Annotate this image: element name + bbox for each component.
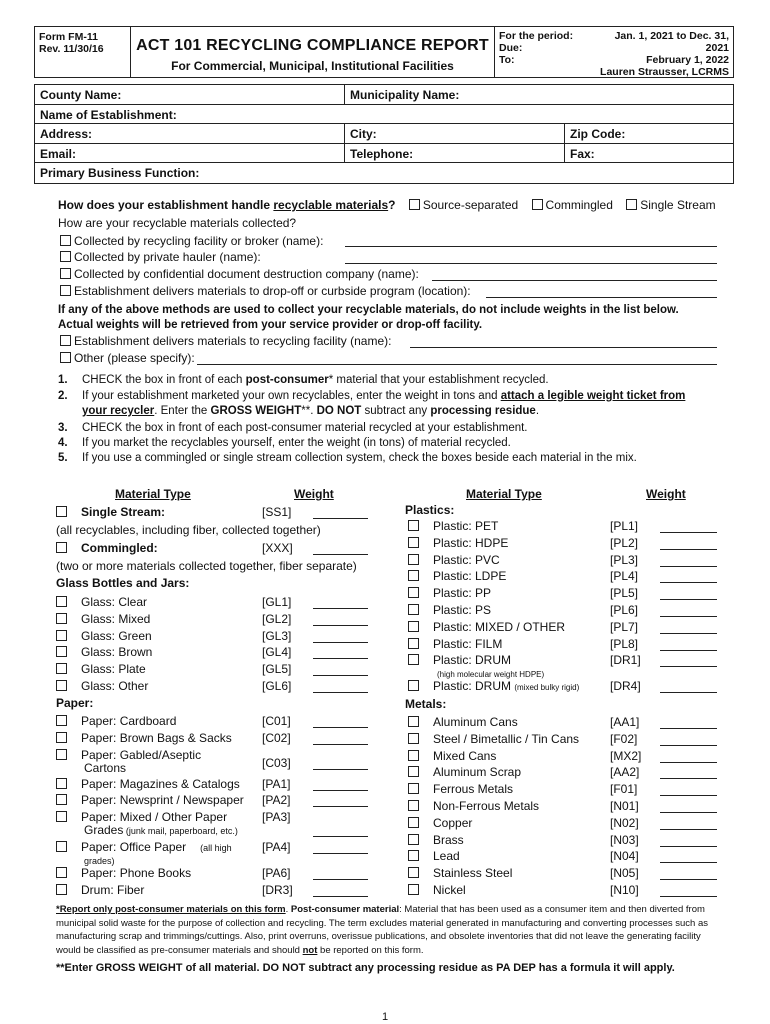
paper-8-weight[interactable]: [313, 896, 368, 897]
paper-8-row: [56, 883, 144, 897]
paper-2-row: [56, 748, 201, 762]
single-stream-row: Single Stream:: [56, 505, 165, 519]
dropoff-checkbox[interactable]: [60, 285, 71, 296]
plastics-4-code: [PL5]: [610, 586, 639, 601]
paper-5-label: Paper: Mixed / Other Paper: [81, 810, 228, 824]
period-label: For the period:: [499, 30, 574, 42]
glass-3-checkbox[interactable]: [56, 646, 67, 657]
paper-3-code: [PA1]: [262, 777, 291, 791]
glass-0-row: [56, 595, 147, 609]
paper-4-code: [PA2]: [262, 793, 291, 807]
metals-3-label: Aluminum Scrap: [433, 765, 522, 780]
glass-2-checkbox[interactable]: [56, 630, 67, 641]
commingled-code: [XXX]: [262, 541, 293, 555]
plastics-1-code: [PL2]: [610, 535, 639, 550]
fax-field[interactable]: Fax:: [570, 146, 595, 161]
metals-10-label: Nickel: [433, 883, 466, 897]
due-label: Due:: [499, 42, 523, 54]
commingled-material-checkbox[interactable]: [56, 542, 67, 553]
broker-name-line[interactable]: [345, 246, 717, 247]
metals-8-checkbox[interactable]: [408, 850, 419, 861]
glass-4-code: [GL5]: [262, 662, 292, 677]
paper-3-weight[interactable]: [313, 790, 368, 791]
paper-6-checkbox[interactable]: [56, 841, 67, 852]
report-title: ACT 101 RECYCLING COMPLIANCE REPORT: [136, 37, 489, 54]
glass-3-row: [56, 645, 152, 659]
collect-option-dropoff: Establishment delivers materials to drop-off or curbside program (location):: [60, 284, 471, 298]
facility-name-line[interactable]: [410, 347, 717, 348]
instruction-5: 5. If you use a commingled or single stream collection system, check the boxes beside each material in the mix.: [58, 452, 637, 464]
plastics-7-checkbox[interactable]: [408, 638, 419, 649]
metals-1-row: [408, 732, 579, 746]
paper-2-checkbox[interactable]: [56, 749, 67, 760]
plastics-5-label: Plastic: PS: [433, 603, 492, 617]
metals-8-weight[interactable]: [660, 862, 717, 863]
metals-5-row: [408, 799, 539, 813]
glass-5-weight[interactable]: [313, 692, 368, 693]
single-stream-note: (all recyclables, including fiber, collected together): [56, 523, 321, 537]
metals-1-label: Steel / Bimetallic / Tin Cans: [433, 731, 580, 746]
metals-5-code: [N01]: [610, 799, 639, 813]
paper-1-checkbox[interactable]: [56, 732, 67, 743]
metals-4-code: [F01]: [610, 782, 638, 797]
metals-0-code: [AA1]: [610, 715, 640, 729]
metals-10-code: [N10]: [610, 883, 639, 897]
gross-weight-footnote: **Enter GROSS WEIGHT of all material. DO NOT subtract any processing residue as PA DEP has a formula it will apply.: [56, 962, 675, 974]
plastic-drum-mixed-code: [DR4]: [610, 679, 641, 693]
plastics-8-label: Plastic: DRUM: [433, 653, 512, 668]
metals-6-weight[interactable]: [660, 829, 717, 830]
right-weight-header: Weight: [646, 487, 686, 501]
plastics-3-label: Plastic: LDPE: [433, 569, 507, 584]
metals-6-checkbox[interactable]: [408, 817, 419, 828]
paper-0-label: Paper: Cardboard: [81, 714, 177, 728]
glass-3-label: Glass: Brown: [81, 645, 153, 660]
metals-7-row: [408, 833, 464, 847]
plastics-7-code: [PL8]: [610, 636, 639, 651]
single-stream-checkbox[interactable]: [626, 199, 637, 210]
zip-field[interactable]: Zip Code:: [570, 127, 626, 141]
due-value: February 1, 2022: [646, 54, 729, 66]
paper-3-row: [56, 777, 240, 791]
metals-7-checkbox[interactable]: [408, 834, 419, 845]
paper-0-row: [56, 714, 176, 728]
glass-2-row: [56, 629, 152, 643]
glass-heading: Glass Bottles and Jars:: [56, 576, 190, 590]
destruction-checkbox[interactable]: [60, 268, 71, 279]
plastics-0-checkbox[interactable]: [408, 520, 419, 531]
post-consumer-footnote: *Report only post-consumer materials on this form. Post-consumer material: Material that has been used as a consumer item and then diverted from municipal solid waste for the purpose of collection and recycling. The term excludes material generated in manufacturing and converting processes such as manufacturing scrap and trimmings/cuttings. Also, print overruns, overissue publications, and obsolete inventories that did not leave the generating facility would be classified as pre-consumer materials and should not be reported on this form.: [56, 904, 708, 956]
plastics-3-row: [408, 569, 506, 583]
telephone-field[interactable]: Telephone:: [345, 144, 565, 163]
paper-8-code: [DR3]: [262, 883, 293, 897]
hauler-name-line[interactable]: [345, 263, 717, 264]
other-specify-line[interactable]: [197, 364, 717, 365]
paper-2-code: [C03]: [262, 756, 291, 770]
metals-4-row: [408, 782, 513, 796]
metals-5-label: Non-Ferrous Metals: [433, 799, 540, 813]
title-block: [131, 27, 495, 77]
metals-1-code: [F02]: [610, 731, 638, 746]
glass-3-weight[interactable]: [313, 658, 368, 659]
paper-2-weight[interactable]: [313, 769, 368, 770]
metals-4-label: Ferrous Metals: [433, 782, 514, 797]
metals-8-code: [N04]: [610, 849, 639, 864]
collect-option-other: Other (please specify):: [60, 351, 195, 365]
paper-1-row: [56, 731, 232, 745]
dropoff-location-line[interactable]: [486, 297, 717, 298]
metals-9-weight[interactable]: [660, 879, 717, 880]
glass-1-weight[interactable]: [313, 625, 368, 626]
plastics-8-code: [DR1]: [610, 653, 641, 668]
plastics-2-code: [PL3]: [610, 552, 639, 567]
plastic-drum-mixed-checkbox[interactable]: [408, 680, 419, 691]
paper-6-label: Paper: Office Paper: [81, 840, 187, 854]
paper-1-weight[interactable]: [313, 744, 368, 745]
metals-3-code: [AA2]: [610, 765, 640, 780]
plastics-0-label: Plastic: PET: [433, 519, 499, 533]
plastics-1-label: Plastic: HDPE: [433, 535, 509, 550]
glass-5-code: [GL6]: [262, 679, 292, 693]
plastics-7-row: [408, 637, 502, 651]
metals-9-checkbox[interactable]: [408, 867, 419, 878]
plastics-4-row: [408, 586, 491, 600]
paper-6-weight[interactable]: [313, 853, 368, 854]
collect-option-facility: Establishment delivers materials to recycling facility (name):: [60, 334, 391, 348]
business-function-field[interactable]: Primary Business Function:: [40, 166, 200, 180]
plastic-drum-mixed-row: Plastic: DRUM (mixed bulky rigid): [408, 679, 579, 693]
form-revision: Rev. 11/30/16: [39, 43, 104, 55]
metals-10-checkbox[interactable]: [408, 884, 419, 895]
commingled-row: Commingled:: [56, 541, 158, 555]
municipality-field[interactable]: Municipality Name:: [350, 88, 460, 102]
instruction-4: 4. If you market the recyclables yourself, enter the weight (in tons) of material recycled.: [58, 437, 511, 449]
plastics-0-code: [PL1]: [610, 519, 639, 533]
handling-question: How does your establishment handle recyclable materials? Source-separated Commingled Single Stream: [58, 198, 716, 212]
paper-0-code: [C01]: [262, 714, 291, 728]
destruction-name-line[interactable]: [432, 280, 717, 281]
paper-5-code: [PA3]: [262, 810, 291, 824]
glass-4-label: Glass: Plate: [81, 662, 146, 677]
metals-3-row: [408, 765, 521, 779]
metals-0-weight[interactable]: [660, 728, 717, 729]
plastics-8-checkbox[interactable]: [408, 654, 419, 665]
broker-checkbox[interactable]: [60, 235, 71, 246]
collect-option-destruction: Collected by confidential document destruction company (name):: [60, 267, 419, 281]
period-value: Jan. 1, 2021 to Dec. 31, 2021: [614, 30, 729, 54]
paper-0-checkbox[interactable]: [56, 715, 67, 726]
glass-0-label: Glass: Clear: [81, 595, 148, 609]
metals-0-label: Aluminum Cans: [433, 715, 518, 729]
paper-8-checkbox[interactable]: [56, 884, 67, 895]
facility-checkbox[interactable]: [60, 335, 71, 346]
plastics-7-weight[interactable]: [660, 650, 717, 651]
metals-heading: Metals:: [405, 697, 447, 711]
plastics-0-weight[interactable]: [660, 532, 717, 533]
plastics-3-checkbox[interactable]: [408, 570, 419, 581]
metals-8-label: Lead: [433, 849, 460, 864]
plastics-2-row: [408, 553, 500, 567]
paper-5-label-line2: Grades (junk mail, paperboard, etc.): [84, 823, 238, 837]
glass-2-label: Glass: Green: [81, 628, 152, 643]
paper-8-label: Drum: Fiber: [81, 883, 145, 897]
plastics-6-checkbox[interactable]: [408, 621, 419, 632]
plastics-1-checkbox[interactable]: [408, 537, 419, 548]
glass-0-weight[interactable]: [313, 608, 368, 609]
metals-4-weight[interactable]: [660, 795, 717, 796]
plastics-1-weight[interactable]: [660, 549, 717, 550]
city-field[interactable]: City:: [345, 124, 565, 143]
plastics-4-weight[interactable]: [660, 599, 717, 600]
paper-5-weight[interactable]: [313, 836, 368, 837]
collect-option-hauler: Collected by private hauler (name):: [60, 250, 261, 264]
metals-3-weight[interactable]: [660, 778, 717, 779]
plastics-3-code: [PL4]: [610, 569, 639, 584]
glass-0-code: [GL1]: [262, 595, 292, 609]
glass-2-code: [GL3]: [262, 628, 292, 643]
glass-4-row: [56, 662, 146, 676]
left-material-type-header: Material Type: [115, 487, 191, 501]
commingled-weight[interactable]: [313, 554, 368, 555]
paper-6-code: [PA4]: [262, 840, 291, 854]
plastics-heading: Plastics:: [405, 503, 455, 517]
glass-4-checkbox[interactable]: [56, 663, 67, 674]
plastics-2-checkbox[interactable]: [408, 554, 419, 565]
period-block: [495, 27, 733, 77]
plastics-5-row: [408, 603, 491, 617]
left-weight-header: Weight: [294, 487, 334, 501]
plastics-5-checkbox[interactable]: [408, 604, 419, 615]
paper-6-row: [56, 840, 232, 854]
metals-8-row: [408, 849, 460, 863]
metals-1-checkbox[interactable]: [408, 733, 419, 744]
paper-4-row: [56, 793, 244, 807]
single-stream-weight[interactable]: [313, 518, 368, 519]
glass-1-code: [GL2]: [262, 611, 292, 626]
plastics-0-row: [408, 519, 498, 533]
right-material-type-header: Material Type: [466, 487, 542, 501]
paper-7-weight[interactable]: [313, 879, 368, 880]
form-header: [34, 26, 734, 78]
paper-6-label-note: (all high: [200, 843, 232, 853]
metals-9-label: Stainless Steel: [433, 866, 513, 881]
collection-note-2: Actual weights will be retrieved from your service provider or drop-off facility.: [58, 319, 483, 331]
metals-10-row: [408, 883, 466, 897]
page-number: 1: [381, 1011, 389, 1023]
metals-4-checkbox[interactable]: [408, 783, 419, 794]
metals-7-label: Brass: [433, 832, 464, 847]
paper-4-weight[interactable]: [313, 806, 368, 807]
paper-heading: Paper:: [56, 696, 94, 710]
glass-5-checkbox[interactable]: [56, 680, 67, 691]
paper-5-row: [56, 810, 227, 824]
establishment-name-field[interactable]: Name of Establishment:: [40, 107, 177, 122]
plastics-1-row: [408, 536, 508, 550]
plastics-5-weight[interactable]: [660, 616, 717, 617]
commingled-checkbox[interactable]: [532, 199, 543, 210]
glass-4-weight[interactable]: [313, 675, 368, 676]
collection-question: How are your recyclable materials collected?: [58, 216, 297, 230]
paper-7-label: Paper: Phone Books: [81, 866, 192, 880]
county-field[interactable]: County Name:: [35, 85, 345, 104]
paper-1-code: [C02]: [262, 731, 291, 745]
metals-2-code: [MX2]: [610, 748, 642, 763]
metals-5-checkbox[interactable]: [408, 800, 419, 811]
glass-0-checkbox[interactable]: [56, 596, 67, 607]
metals-2-label: Mixed Cans: [433, 748, 497, 763]
paper-2-label: Paper: Gabled/Aseptic: [81, 748, 202, 762]
plastics-6-label: Plastic: MIXED / OTHER: [433, 619, 566, 634]
plastics-3-weight[interactable]: [660, 582, 717, 583]
plastics-8-weight[interactable]: [660, 666, 717, 667]
metals-2-row: [408, 749, 496, 763]
plastics-6-code: [PL7]: [610, 619, 639, 634]
plastics-4-label: Plastic: PP: [433, 586, 492, 601]
address-field[interactable]: Address:: [35, 124, 345, 143]
single-stream-code: [SS1]: [262, 505, 292, 519]
plastics-2-weight[interactable]: [660, 566, 717, 567]
paper-4-checkbox[interactable]: [56, 794, 67, 805]
metals-9-code: [N05]: [610, 866, 639, 881]
metals-0-checkbox[interactable]: [408, 716, 419, 727]
form-id-block: [35, 27, 131, 77]
glass-5-row: [56, 679, 148, 693]
instruction-2: 2. If your establishment marketed your own recyclables, enter the weight in tons and attach a legible weight ticket from: [58, 390, 686, 402]
glass-1-checkbox[interactable]: [56, 613, 67, 624]
metals-2-weight[interactable]: [660, 762, 717, 763]
source-separated-checkbox[interactable]: [409, 199, 420, 210]
hauler-checkbox[interactable]: [60, 251, 71, 262]
metals-10-weight[interactable]: [660, 896, 717, 897]
paper-2-label-line2: Cartons: [84, 761, 127, 775]
plastics-6-row: [408, 620, 565, 634]
collect-option-broker: Collected by recycling facility or broker (name):: [60, 234, 323, 248]
metals-7-code: [N03]: [610, 832, 639, 847]
metals-2-checkbox[interactable]: [408, 750, 419, 761]
collection-note-1: If any of the above methods are used to collect your recyclable materials, do not include weights in the list below.: [58, 304, 679, 316]
glass-5-label: Glass: Other: [81, 679, 149, 693]
metals-7-weight[interactable]: [660, 846, 717, 847]
paper-6-label-line2: grades): [84, 856, 115, 866]
metals-1-weight[interactable]: [660, 745, 717, 746]
instruction-2-cont: your recycler. Enter the GROSS WEIGHT**. DO NOT subtract any processing residue.: [82, 405, 540, 417]
metals-3-checkbox[interactable]: [408, 766, 419, 777]
instruction-3: 3. CHECK the box in front of each post-consumer material recycled at your establishment.: [58, 422, 528, 434]
single-stream-material-checkbox[interactable]: [56, 506, 67, 517]
glass-3-code: [GL4]: [262, 645, 292, 660]
glass-1-row: [56, 612, 150, 626]
form-number: Form FM-11: [39, 31, 98, 43]
to-value: Lauren Strausser, LCRMS: [600, 66, 729, 78]
glass-1-label: Glass: Mixed: [81, 611, 151, 626]
establishment-info-grid: [34, 84, 734, 184]
paper-1-label: Paper: Brown Bags & Sacks: [81, 731, 232, 745]
metals-6-row: [408, 816, 472, 830]
paper-4-label: Paper: Newsprint / Newspaper: [81, 793, 244, 807]
to-label: To:: [499, 54, 515, 66]
email-field[interactable]: Email:: [35, 144, 345, 163]
paper-3-label: Paper: Magazines & Catalogs: [81, 777, 240, 791]
other-checkbox[interactable]: [60, 352, 71, 363]
instruction-1: 1. CHECK the box in front of each post-consumer* material that your establishment recycled.: [58, 374, 549, 386]
plastic-drum-mixed-weight[interactable]: [660, 692, 717, 693]
paper-7-row: [56, 866, 191, 880]
metals-9-row: [408, 866, 512, 880]
plastics-8-row: [408, 653, 511, 667]
plastics-4-checkbox[interactable]: [408, 587, 419, 598]
paper-7-checkbox[interactable]: [56, 867, 67, 878]
plastics-7-label: Plastic: FILM: [433, 636, 503, 651]
report-subtitle: For Commercial, Municipal, Institutional Facilities: [171, 59, 454, 73]
paper-3-checkbox[interactable]: [56, 778, 67, 789]
metals-5-weight[interactable]: [660, 812, 717, 813]
paper-7-code: [PA6]: [262, 866, 291, 880]
metals-6-label: Copper: [433, 815, 473, 830]
paper-0-weight[interactable]: [313, 727, 368, 728]
plastics-6-weight[interactable]: [660, 633, 717, 634]
plastics-2-label: Plastic: PVC: [433, 552, 500, 567]
commingled-note: (two or more materials collected together, fiber separate): [56, 559, 357, 573]
metals-6-code: [N02]: [610, 815, 639, 830]
glass-2-weight[interactable]: [313, 642, 368, 643]
drum-hdpe-note: (high molecular weight HDPE): [437, 670, 545, 679]
paper-5-checkbox[interactable]: [56, 811, 67, 822]
metals-0-row: [408, 715, 518, 729]
plastics-5-code: [PL6]: [610, 603, 639, 617]
